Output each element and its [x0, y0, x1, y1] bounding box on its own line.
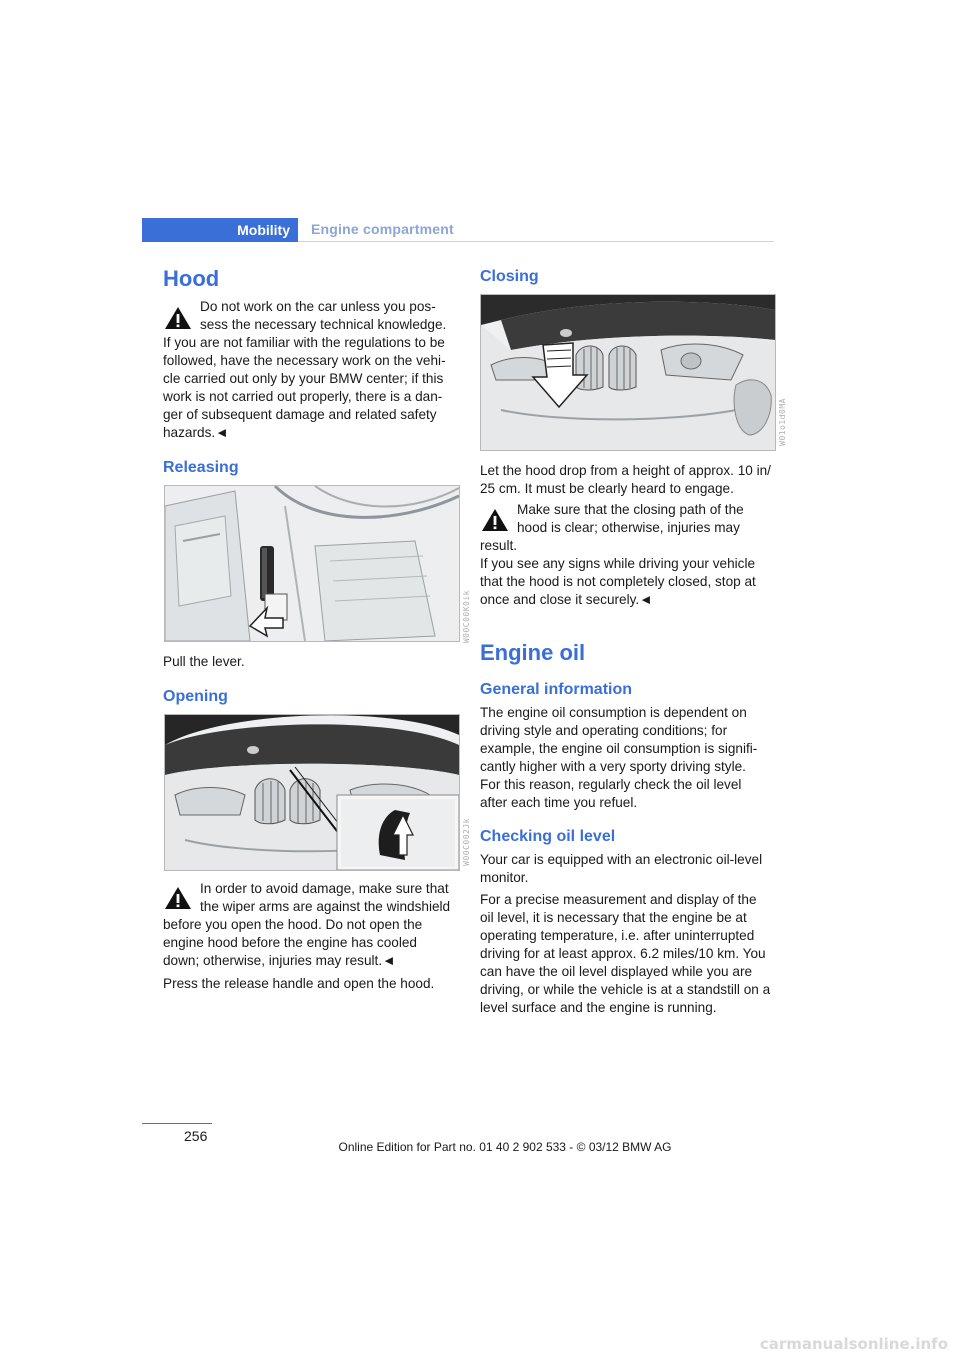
text-line: the wiper arms are against the windshield — [200, 899, 451, 914]
text-line: can have the oil level displayed while you are — [480, 964, 753, 979]
text-line: level surface and the engine is running. — [480, 1000, 717, 1015]
closing-heading: Closing — [480, 268, 539, 285]
hood-title: Hood — [163, 266, 220, 291]
hood-opening-illustration — [165, 715, 459, 870]
text-line: hazards.◄ — [163, 425, 229, 440]
header-tab — [142, 218, 298, 242]
releasing-heading: Releasing — [163, 459, 239, 476]
page-number-rule — [142, 1123, 212, 1124]
hood-warning-text — [163, 298, 463, 442]
opening-figure — [164, 714, 460, 871]
text-line: In order to avoid damage, make sure that — [200, 881, 449, 896]
text-line: before you open the hood. Do not open the — [163, 917, 423, 932]
text-line: operating temperature, i.e. after uninterrupted — [480, 928, 755, 943]
text-line: result. — [480, 538, 518, 553]
text-line: after each time you refuel. — [480, 795, 638, 810]
text-line: Your car is equipped with an electronic oil-level — [480, 852, 763, 867]
engine-oil-title: Engine oil — [480, 640, 586, 665]
opening-text: Press the release handle and open the hood. — [163, 976, 435, 991]
text-line: driving, or while the vehicle is at a standstill on a — [480, 982, 771, 997]
text-line: example, the engine oil consumption is signifi- — [480, 741, 758, 756]
text-line: once and close it securely.◄ — [480, 592, 653, 607]
text-line: For this reason, regularly check the oil level — [480, 777, 742, 792]
text-line: oil level, it is necessary that the engine be at — [480, 910, 747, 925]
header-section-title: Engine compartment — [311, 221, 454, 237]
hood-release-lever-illustration — [165, 486, 459, 641]
header-tab-label: Mobility — [237, 222, 290, 238]
text-line: ger of subsequent damage and related safety — [163, 407, 437, 422]
text-line: If you see any signs while driving your vehicle — [480, 556, 756, 571]
text-line: Make sure that the closing path of the — [517, 502, 744, 517]
text-line: 25 cm. It must be clearly heard to engage. — [480, 481, 734, 496]
text-line: work is not carried out properly, there is a dan- — [163, 389, 443, 404]
text-line: that the hood is not completely closed, stop at — [480, 574, 756, 589]
text-line: cantly higher with a very sporty driving style. — [480, 759, 746, 774]
figure-code: W00C002Jk — [462, 818, 471, 866]
text-line: driving for at least approx. 6.2 miles/10 km. You — [480, 946, 766, 961]
header-divider — [298, 241, 774, 242]
text-line: sess the necessary technical knowledge. — [200, 317, 447, 332]
opening-warning-text — [163, 880, 463, 970]
footer-edition — [0, 1140, 960, 1154]
footer-edition-text: Online Edition for Part no. 01 40 2 902 533 - © 03/12 BMW AG — [338, 1140, 672, 1154]
closing-text — [480, 462, 780, 498]
text-line: Do not work on the car unless you pos- — [200, 299, 436, 314]
text-line: Let the hood drop from a height of approx. 10 in/ — [480, 463, 771, 478]
text-line: cle carried out only by your BMW center; if this — [163, 371, 444, 386]
releasing-text: Pull the lever. — [163, 654, 245, 669]
general-information-text — [480, 704, 780, 812]
closing-figure — [480, 294, 776, 451]
text-line: hood is clear; otherwise, injuries may — [517, 520, 740, 535]
text-line: If you are not familiar with the regulations to be — [163, 335, 445, 350]
watermark: carmanualsonline.info — [759, 1335, 948, 1353]
releasing-figure — [164, 485, 460, 642]
checking-oil-level-heading: Checking oil level — [480, 828, 616, 845]
text-line: engine hood before the engine has cooled — [163, 935, 417, 950]
closing-warning-text — [480, 501, 780, 609]
text-line: monitor. — [480, 870, 529, 885]
text-line: followed, have the necessary work on the vehi- — [163, 353, 446, 368]
page-number: 256 — [184, 1128, 208, 1144]
opening-heading: Opening — [163, 688, 228, 705]
text-line: down; otherwise, injuries may result.◄ — [163, 953, 396, 968]
hood-closing-illustration — [481, 295, 775, 450]
checking-oil-level-para2 — [480, 891, 780, 1017]
figure-code: W00C00K0ik — [462, 590, 471, 644]
text-line: For a precise measurement and display of the — [480, 892, 757, 907]
checking-oil-level-para1 — [480, 851, 780, 887]
figure-code: W01o1d0MA — [778, 398, 787, 446]
text-line: driving style and operating conditions; for — [480, 723, 728, 738]
general-information-heading: General information — [480, 681, 633, 698]
text-line: The engine oil consumption is dependent on — [480, 705, 747, 720]
